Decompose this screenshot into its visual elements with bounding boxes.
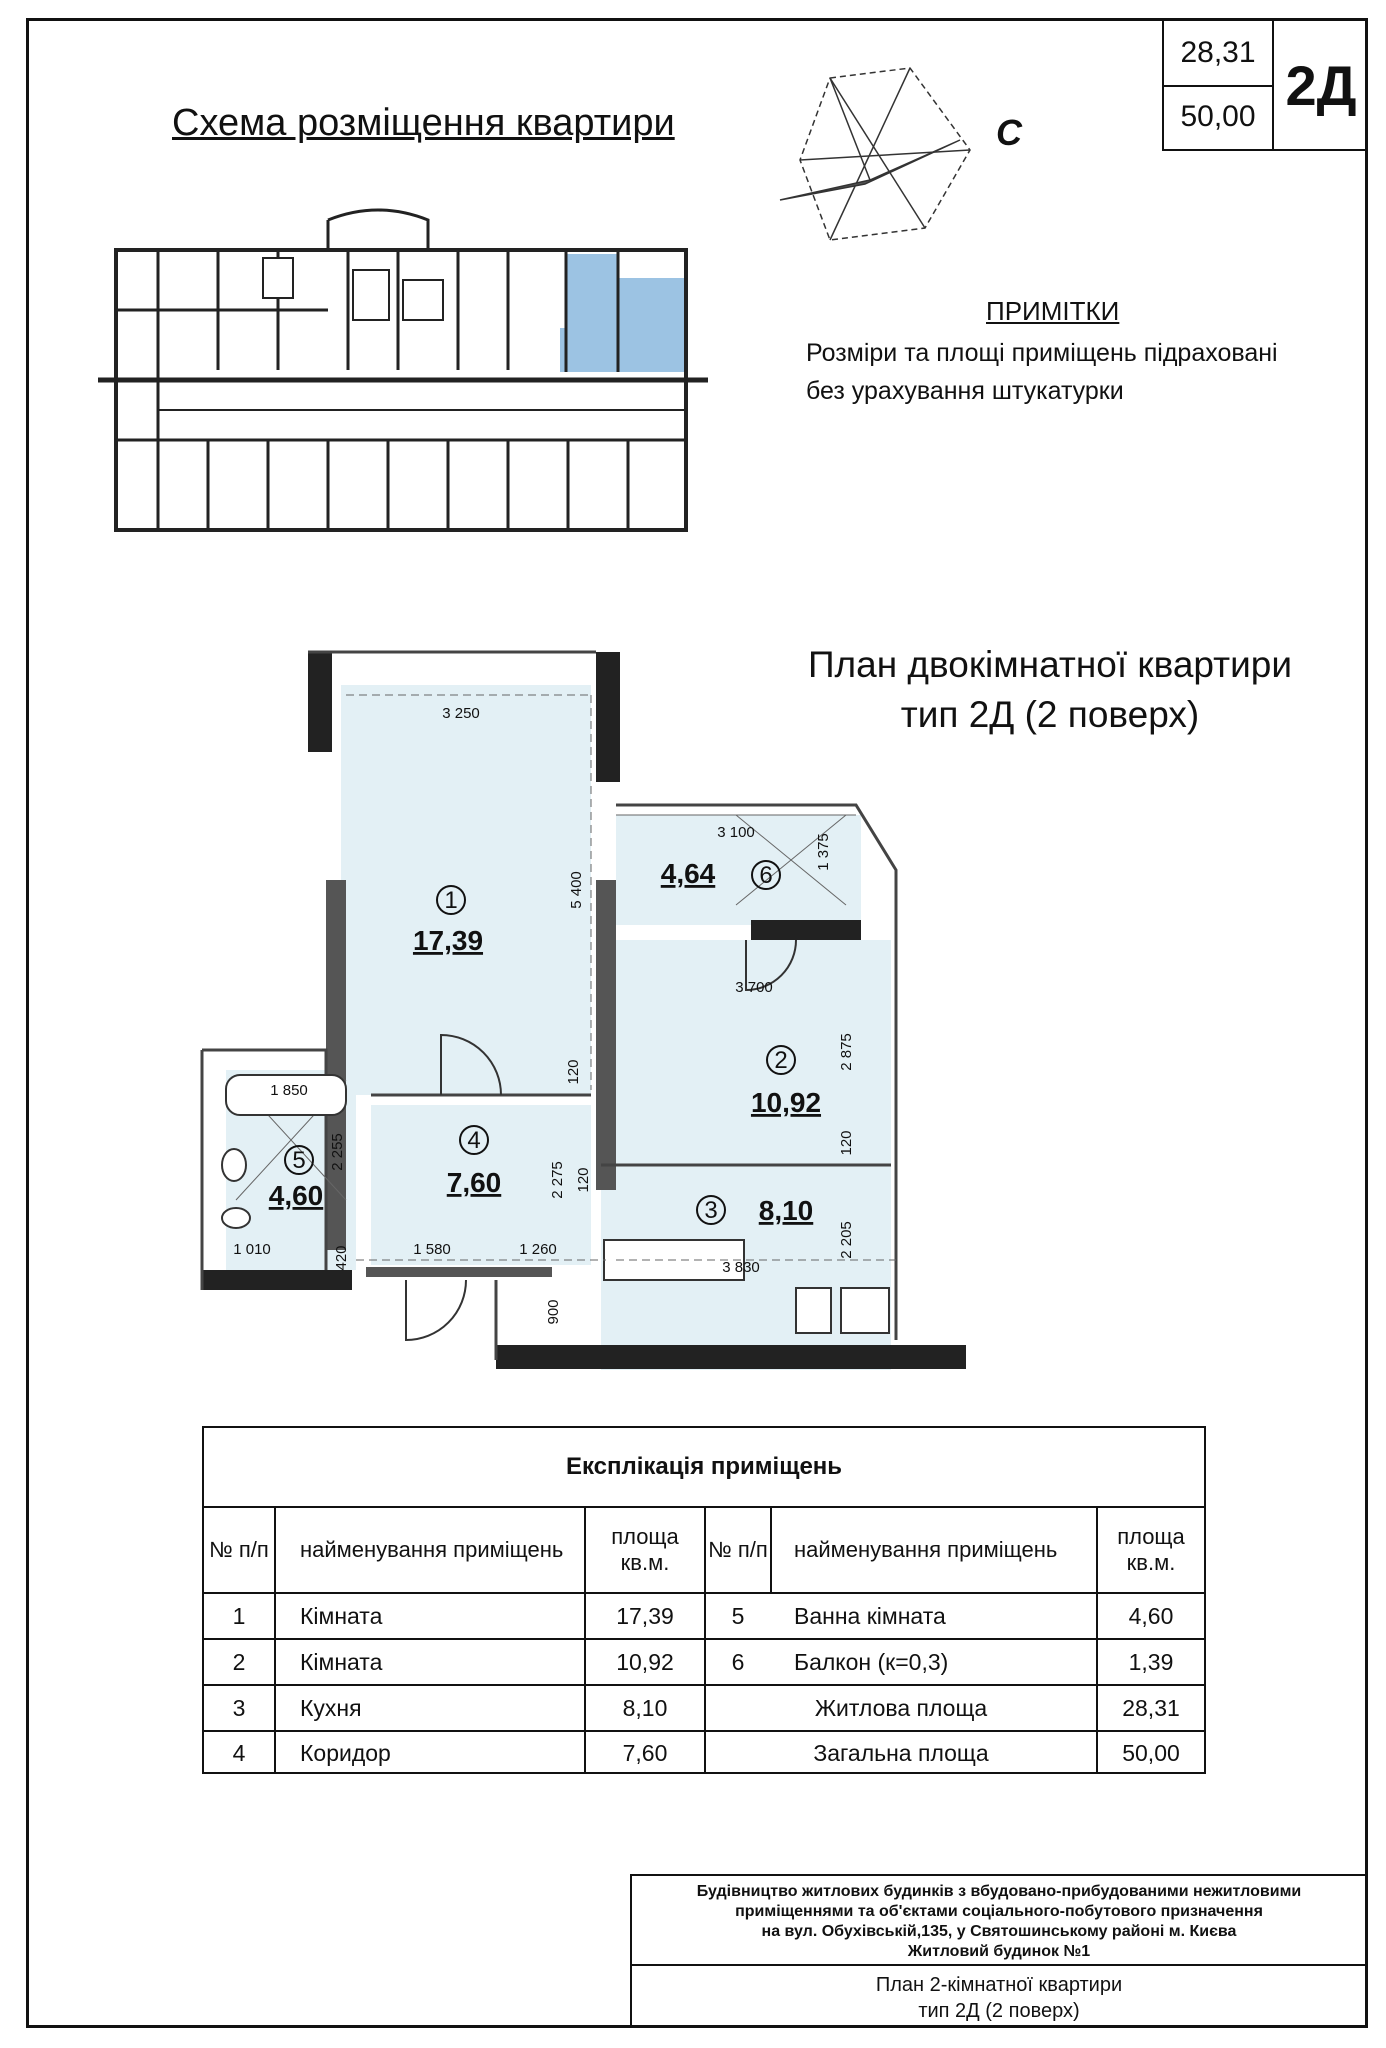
dim-label: 2 205 xyxy=(838,1221,855,1259)
sheet-title xyxy=(632,1968,1366,2026)
row-name: Ванна кімната xyxy=(794,1602,946,1629)
row-no: 6 xyxy=(731,1648,745,1675)
room-5-area: 4,60 xyxy=(268,1180,324,1211)
sheet-title-line-1: План 2-кімнатної квартири xyxy=(875,1974,1123,1996)
plan-title-line-2: тип 2Д (2 поверх) xyxy=(900,694,1200,735)
row-no: 3 xyxy=(232,1694,246,1721)
header-no-left: № п/п xyxy=(209,1537,269,1562)
room-1-number: 1 xyxy=(444,887,458,914)
scheme-title: Схема розміщення квартири xyxy=(172,102,675,144)
dim-label: 120 xyxy=(838,1130,855,1156)
row-name: Кімната xyxy=(300,1602,383,1629)
dim-label: 3 100 xyxy=(717,824,755,841)
compass-rose-icon xyxy=(770,60,1000,260)
project-line-2: приміщеннями та об'єктами соціального-побутового призначення xyxy=(735,1903,1263,1920)
title-block xyxy=(630,1874,1366,2026)
total-area-label: Загальна площа xyxy=(813,1739,989,1766)
dim-label: 1 375 xyxy=(815,833,832,871)
sheet-title-line-2: тип 2Д (2 поверх) xyxy=(918,2000,1080,2022)
notes-title: ПРИМІТКИ xyxy=(986,296,1120,326)
living-area-value: 28,31 xyxy=(1122,1694,1180,1721)
dim-label: 2 275 xyxy=(549,1161,566,1199)
dim-label: 2 875 xyxy=(838,1033,855,1071)
apartment-floor-plan xyxy=(196,640,976,1370)
row-area: 7,60 xyxy=(622,1739,668,1766)
room-5-number: 5 xyxy=(292,1147,306,1174)
header-name-left: найменування приміщень xyxy=(300,1537,564,1562)
project-description xyxy=(632,1876,1366,1966)
row-name: Балкон (к=0,3) xyxy=(794,1648,949,1675)
row-name: Кімната xyxy=(300,1648,383,1675)
plan-title-line-1: План двокімнатної квартири xyxy=(807,644,1293,685)
notes-line-1: Розміри та площі приміщень підраховані xyxy=(806,339,1278,367)
row-area: 8,10 xyxy=(622,1694,668,1721)
header-name-right: найменування приміщень xyxy=(794,1537,1058,1562)
row-area: 10,92 xyxy=(616,1648,674,1675)
header-area-left: площа кв.м. xyxy=(611,1524,679,1575)
project-line-3: на вул. Обухівській,135, у Святошинському районі м. Києва xyxy=(761,1923,1237,1940)
dim-label: 3 700 xyxy=(735,979,773,996)
dim-label: 120 xyxy=(575,1167,592,1193)
room-4-area: 7,60 xyxy=(446,1167,502,1198)
row-area: 4,60 xyxy=(1128,1602,1174,1629)
room-6-number: 6 xyxy=(759,862,773,889)
total-area-value: 50,00 xyxy=(1122,1739,1180,1766)
room-3-area: 8,10 xyxy=(758,1195,814,1226)
dim-label: 900 xyxy=(545,1299,562,1325)
row-area: 17,39 xyxy=(616,1602,674,1629)
row-no: 1 xyxy=(232,1602,246,1629)
row-area: 1,39 xyxy=(1128,1648,1174,1675)
explication-table xyxy=(202,1426,1206,1774)
row-no: 5 xyxy=(731,1602,745,1629)
dim-label: 120 xyxy=(565,1059,582,1085)
building-scheme xyxy=(98,200,718,550)
row-no: 4 xyxy=(232,1739,246,1766)
notes-text xyxy=(806,334,1278,410)
row-name: Кухня xyxy=(300,1694,362,1721)
dim-label: 2 255 xyxy=(329,1133,346,1171)
compass-north-label: С xyxy=(996,112,1022,153)
room-2-number: 2 xyxy=(774,1047,788,1074)
room-3-number: 3 xyxy=(704,1197,718,1224)
project-line-1: Будівництво житлових будинків з вбудовано-прибудованими нежитловими xyxy=(696,1883,1302,1900)
project-line-4: Житловий будинок №1 xyxy=(907,1943,1091,1960)
dim-label: 1 580 xyxy=(413,1241,451,1258)
row-no: 2 xyxy=(232,1648,246,1675)
header-area-right: площа кв.м. xyxy=(1117,1524,1185,1575)
room-1-area: 17,39 xyxy=(412,925,484,956)
room-4-number: 4 xyxy=(467,1127,481,1154)
room-2-area: 10,92 xyxy=(750,1087,822,1118)
stamp-total-area: 50,00 xyxy=(1164,85,1274,149)
living-area-label: Житлова площа xyxy=(814,1694,988,1721)
dim-label: 420 xyxy=(333,1245,350,1271)
header-no-right: № п/п xyxy=(708,1537,768,1562)
dim-label: 3 830 xyxy=(722,1259,760,1276)
dim-label: 1 010 xyxy=(233,1241,271,1258)
dim-label: 3 250 xyxy=(442,705,480,722)
notes-line-2: без урахування штукатурки xyxy=(806,377,1124,405)
row-name: Коридор xyxy=(300,1739,391,1766)
stamp-type-code: 2Д xyxy=(1285,53,1357,117)
stamp-living-area: 28,31 xyxy=(1164,21,1274,87)
explication-title: Експлікація приміщень xyxy=(204,1428,1204,1508)
dim-label: 5 400 xyxy=(568,871,585,909)
room-6-area: 4,64 xyxy=(660,858,716,889)
stamp xyxy=(1162,21,1368,151)
dim-label: 1 260 xyxy=(519,1241,557,1258)
dim-label: 1 850 xyxy=(270,1082,308,1099)
